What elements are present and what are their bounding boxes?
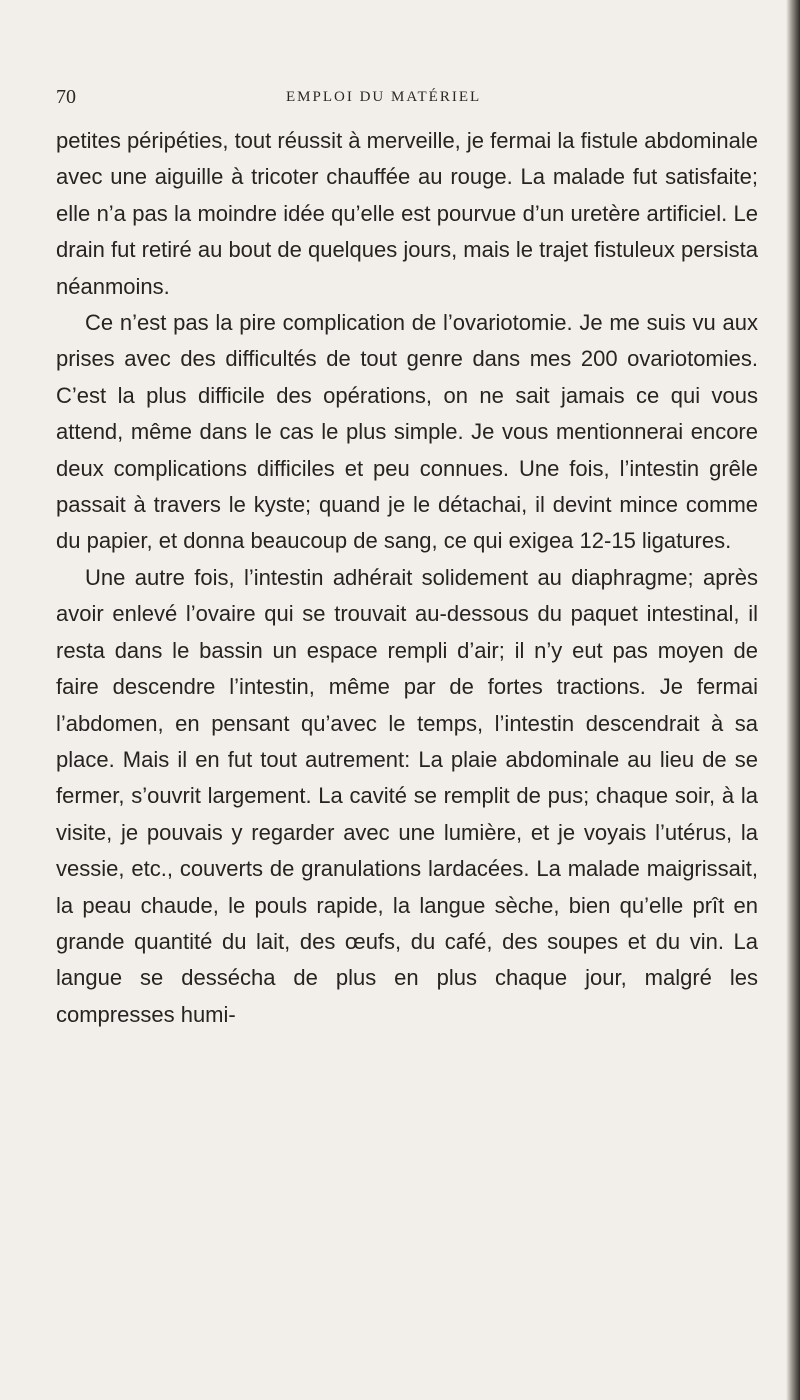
body-text xyxy=(56,123,758,1033)
paragraph-diaphragm-case: Une autre fois, l’intestin adhérait solidement au diaphragme; après avoir enlevé l’ovaire qui se trouvait au-dessous du paquet intestinal, il resta dans le bassin un espace rempli d’air; il n’y eut pas moyen de faire descendre l’intestin, même par de fortes tractions. Je fermai l’abdomen, en pensant qu’avec le temps, l’intestin descendrait à sa place. Mais il en fut tout autrement: La plaie abdominale au lieu de se fermer, s’ouvrit largement. La cavité se remplit de pus; chaque soir, à la visite, je pouvais y regarder avec une lumière, et je voyais l’utérus, la vessie, etc., couverts de granulations lardacées. La malade maigrissait, la peau chaude, le pouls rapide, la langue sèche, bien qu’elle prît en grande quantité du lait, des œufs, du café, des soupes et du vin. La langue se dessécha de plus en plus chaque jour, malgré les compresses humi- xyxy=(56,564,758,1027)
page-header xyxy=(56,86,756,114)
running-head: EMPLOI DU MATÉRIEL xyxy=(286,89,482,105)
paragraph-complications: Ce n’est pas la pire complication de l’ovariotomie. Je me suis vu aux prises avec des difficultés de tout genre dans mes 200 ovariotomies. C’est la plus difficile des opérations, on ne sait jamais ce qui vous attend, même dans le cas le plus simple. Je vous mentionnerai encore deux complications difficiles et peu connues. Une fois, l’intestin grêle passait à travers le kyste; quand je le détachai, il devint mince comme du papier, et donna beaucoup de sang, ce qui exigea 12-15 ligatures. xyxy=(56,310,758,554)
page-number: 70 xyxy=(56,86,76,108)
paragraph-continuation: petites péripéties, tout réussit à merveille, je fermai la fistule abdominale avec une aiguille à tricoter chauffée au rouge. La malade fut satisfaite; elle n’a pas la moindre idée qu’elle est pourvue d’un uretère artificiel. Le drain fut retiré au bout de quelques jours, mais le trajet fistuleux persista néanmoins. xyxy=(56,128,758,299)
page-edge-shadow xyxy=(786,0,800,1400)
